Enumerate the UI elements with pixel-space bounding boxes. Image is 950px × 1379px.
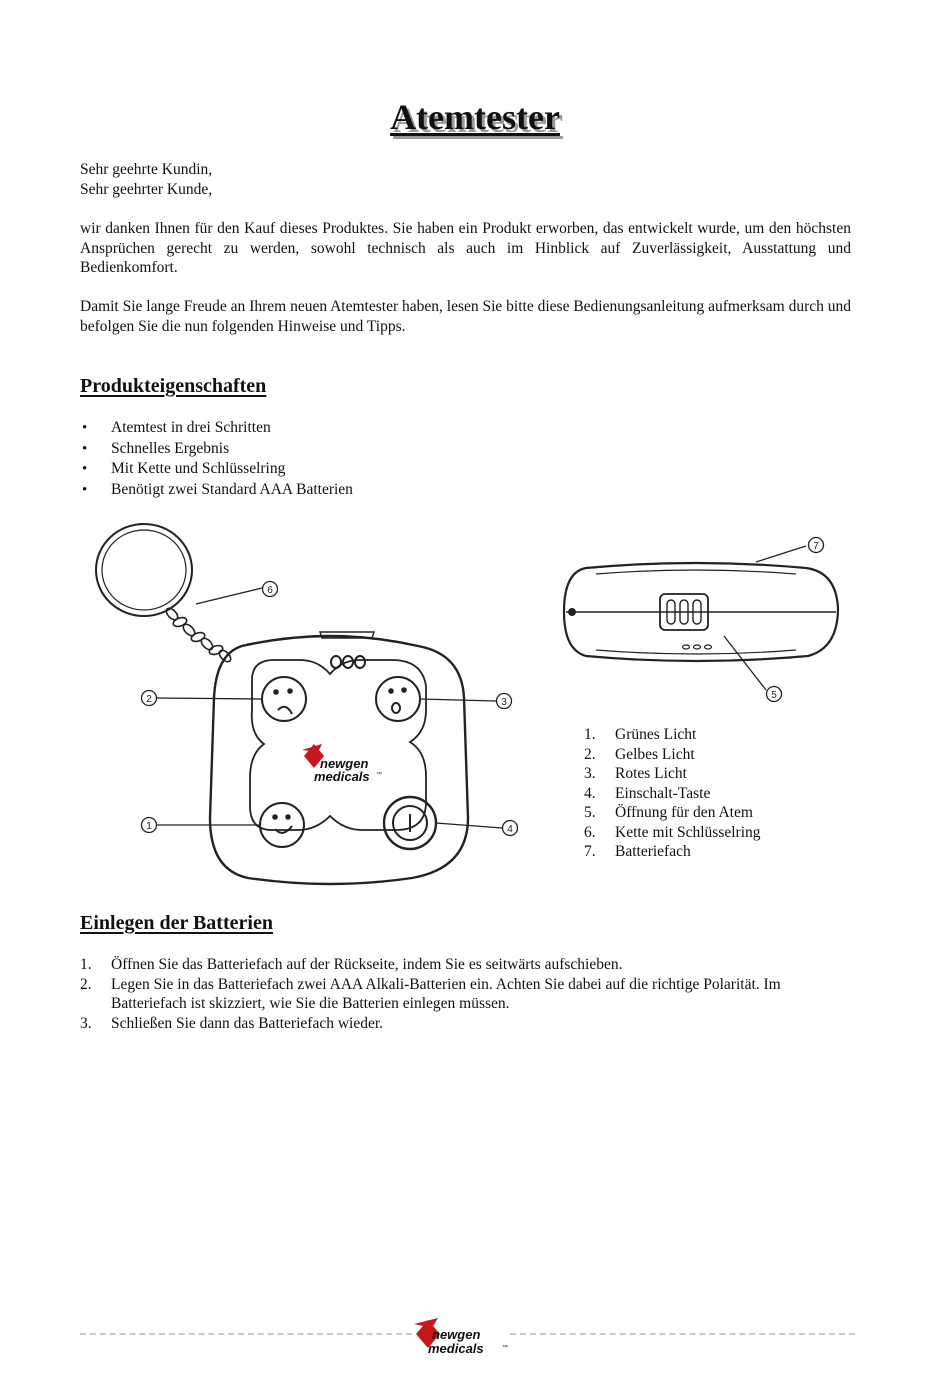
smiley-face-icon [260, 803, 304, 847]
intro-paragraph: wir danken Ihnen für den Kauf dieses Produktes. Sie haben ein Produkt erworben, das entwickelt wurde, um den höchsten Ansprüchen gerecht zu werden, sowohl technisch als auch im Hinblick auf Zuverlässigkeit, Ausstattung und Bedienkomfort. [80, 220, 851, 276]
list-item: 2. Legen Sie in das Batteriefach zwei AAA Alkali-Batterien ein. Achten Sie dabei auf die richtige Polarität. Im Batteriefach ist skizziert, wie Sie die Batterien einlegen müssen. [80, 975, 781, 1012]
salutation-line: Sehr geehrte Kundin, [80, 161, 213, 178]
logo-line2: medicals [314, 769, 370, 784]
device-front-illustration [92, 518, 524, 892]
callout-5: 5 [771, 690, 777, 701]
callout-2: 2 [146, 694, 152, 705]
list-item: 7. Batteriefach [584, 843, 691, 860]
callout-3: 3 [501, 697, 507, 708]
chain [164, 606, 233, 664]
list-item: 3. Rotes Licht [584, 765, 687, 782]
footer-divider-right [510, 1333, 855, 1335]
list-item: • Mit Kette und Schlüsselring [80, 459, 680, 480]
callout-7: 7 [813, 541, 819, 552]
list-item: 3. Schließen Sie dann das Batteriefach wieder. [80, 1014, 384, 1032]
list-item: 6. Kette mit Schlüsselring [584, 823, 761, 841]
list-item: 1. Grünes Licht [584, 726, 697, 743]
list-item: 5. Öffnung für den Atem [584, 804, 753, 821]
callout-4: 4 [507, 824, 513, 835]
list-item: • Benötigt zwei Standard AAA Batterien [80, 480, 680, 501]
page-title: Atemtester [390, 97, 560, 137]
batteries-heading: Einlegen der Batterien [80, 912, 273, 934]
list-item: • Atemtest in drei Schritten [80, 418, 680, 439]
trademark: ™ [376, 772, 382, 778]
footer-divider-left [80, 1333, 412, 1335]
features-list [80, 418, 680, 501]
intro-paragraph: Damit Sie lange Freude an Ihrem neuen Atemtester haben, lesen Sie bitte diese Bedienungsanleitung aufmerksam durch und befolgen Sie die nun folgenden Hinweise und Tipps. [80, 298, 851, 335]
callout-1: 1 [146, 821, 152, 832]
list-item: 4. Einschalt-Taste [584, 784, 711, 802]
list-item: • Schnelles Ergebnis [80, 439, 680, 460]
device-top-illustration [556, 532, 846, 712]
surprised-face-icon [376, 677, 420, 721]
battery-steps [80, 955, 852, 1033]
salutation-line: Sehr geehrter Kunde, [80, 180, 213, 198]
trademark: ™ [502, 1345, 508, 1351]
key-ring [96, 524, 192, 616]
list-item: 1. Öffnen Sie das Batteriefach auf der Rückseite, indem Sie es seitwärts aufschieben. [80, 956, 623, 973]
callout-6: 6 [267, 585, 273, 596]
footer-logo-line1: newgen [432, 1327, 481, 1342]
list-item: 2. Gelbes Licht [584, 745, 695, 763]
features-heading: Produkteigenschaften [80, 375, 267, 397]
footer-logo-line2: medicals [428, 1341, 484, 1356]
device-logo [302, 744, 382, 784]
salutation [80, 160, 212, 199]
power-button-icon [384, 797, 436, 849]
footer-logo [412, 1316, 512, 1362]
sad-face-icon [262, 677, 306, 721]
logo-line1: newgen [320, 756, 369, 771]
parts-legend [584, 725, 761, 862]
